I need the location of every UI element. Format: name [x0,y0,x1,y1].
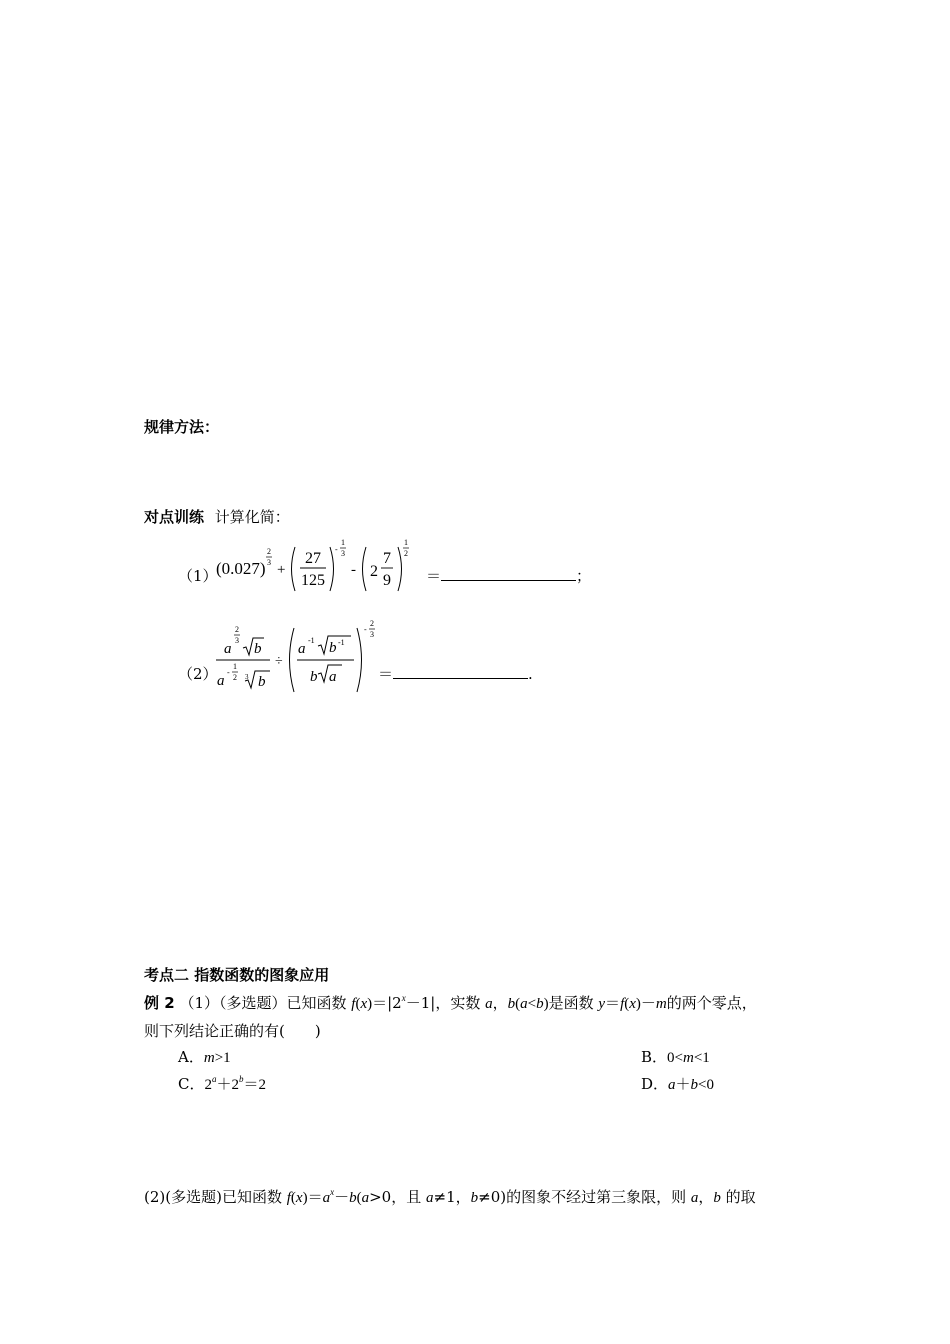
option-c-2: 2 [204,1077,212,1093]
part2-t6: ≠0)的图象不经过第三象限，则 [478,1188,691,1206]
ex2-m: m [655,996,667,1012]
expr2-num-a: a [224,641,232,657]
expr1-exp1-num: 2 [267,547,271,556]
ex2-x: x [360,996,368,1012]
option-a-text: >1 [214,1050,231,1066]
option-b-post: <1 [693,1050,710,1066]
expr1-exp2-den: 3 [341,549,345,558]
option-a[interactable] [178,1046,231,1067]
expr2-den-exp-den: 2 [233,673,237,682]
option-d-end: <0 [698,1077,715,1093]
ex2-f: f [351,996,356,1012]
problem-2-answer [378,663,533,684]
ex2-text-d: 是函数 [548,994,599,1012]
part2-f: f [286,1190,291,1206]
option-b-letter: B． [641,1048,668,1066]
option-a-m: m [203,1050,215,1066]
problem-1-end: ； [576,567,592,585]
option-d-a: a [668,1077,676,1093]
ex2-text-a: （1）（多选题）已知函数 [179,994,352,1012]
ex2-sup-x: x [401,993,406,1003]
ex2-text-b: ＝|2 [372,994,402,1012]
option-d-letter: D． [641,1075,669,1093]
answer-blank-1[interactable] [441,566,576,581]
expr2-den-exp-num: 1 [233,662,237,671]
part2-b2: b [470,1190,479,1206]
option-b[interactable] [641,1046,710,1067]
practice-title: 对点训练 [144,508,205,526]
option-a-letter: A． [178,1048,204,1066]
expr2-num-exp-num: 2 [235,625,239,634]
problem-1-label: （1） [178,567,218,585]
option-c[interactable] [178,1073,266,1094]
option-b-pre: 0< [667,1050,683,1066]
expr1-plus: + [277,562,286,578]
option-c-mid: ＋2 [216,1077,239,1093]
expr1-frac-num: 27 [305,550,321,567]
example2-label: 例 2 [144,994,175,1012]
problem-1-equals: ＝ [426,567,442,585]
expr2-inner-a-exp: -1 [308,636,315,645]
ex2-text-e: 的两个零点， [666,994,757,1012]
part2-x: x [295,1190,303,1206]
ex2-a2: a [520,996,528,1012]
expr1-mixed-den: 9 [383,572,391,589]
expr2-inner-den-a: a [329,669,337,685]
ex2-text-c: －1|，实数 [405,994,486,1012]
option-b-m: m [683,1050,694,1066]
part2-b: b [349,1190,357,1206]
ex2-y: y [598,996,606,1012]
expr2-outer-den: 3 [370,630,374,639]
part2-a2: a [361,1190,370,1206]
part2-t1: (2)(多选题)已知函数 [144,1188,287,1206]
part2-line: (2)(多选题)已知函数 $f(x)=a^x-b(a>0$，且 a≠1，b≠0)的图象不经过第三象限，则 a，b 的取 [144,1187,756,1206]
problem-2-label: （2） [178,665,218,683]
expr2-outer-sign: - [364,625,367,634]
expr2-inner-b-exp: -1 [338,638,345,647]
expr2-den-b: b [258,674,266,690]
problem-2-equals: ＝ [378,665,394,683]
expr2-divide: ÷ [275,654,283,669]
expr1-exp1-den: 3 [267,558,271,567]
part2-a3: a [426,1190,434,1206]
expr1-base: (0.027) [216,559,266,578]
example2-line2: 则下列结论正确的有( ) [144,1022,321,1040]
ex2-x2: x [629,996,636,1012]
ex2-f2: f [620,996,625,1012]
expr1-mixed-num: 7 [383,550,391,567]
expr1-exp3-den: 2 [404,549,408,558]
expr2-inner-a: a [298,641,306,657]
example2-line1: 例 2 （1）（多选题）已知函数 $f(x)=|2^x-1|$，实数 a，b(a<b)是函数 y＝f(x)－m的两个零点， [144,993,757,1012]
problem-2-end: . [528,665,533,683]
option-c-letter: C． [178,1075,205,1093]
expr1-frac-den: 125 [301,572,325,589]
part2-t3: － [334,1188,350,1206]
expr1-exp3-num: 1 [404,538,408,547]
expr2-inner-b: b [329,640,337,656]
expr1-exp2-sign: - [335,545,338,554]
option-c-sup-b: b [239,1074,244,1084]
expr2-num-exp-den: 3 [235,636,239,645]
option-c-sup-a: a [211,1074,217,1084]
part2-a4: a [690,1190,699,1206]
expr2-num-b: b [254,641,262,657]
expr2-den-a: a [217,673,225,689]
part2-t4: >0，且 [369,1188,426,1206]
option-c-end: ＝2 [243,1077,267,1093]
expr1-minus: - [351,562,356,578]
ex2-b: b [507,996,516,1012]
option-d-b: b [690,1077,699,1093]
part2-sup-x: x [330,1187,335,1197]
section2-title: 考点二 指数函数的图象应用 [144,966,330,984]
answer-blank-2[interactable] [393,664,528,679]
part2-a: a [322,1190,331,1206]
method-title: 规律方法： [144,418,220,436]
problem-2-expression [214,618,380,698]
part2-t2: ＝ [307,1188,323,1206]
ex2-a: a [485,996,493,1012]
part2-t8: 的取 [720,1188,756,1206]
practice-heading [144,506,290,527]
option-d[interactable] [641,1073,714,1094]
expr1-exp2-num: 1 [341,538,345,547]
expr2-root-index: 3 [245,673,249,681]
expr1-whole: 2 [370,563,378,580]
option-d-mid: ＋ [675,1077,691,1093]
part2-t7: ， [698,1188,714,1206]
practice-instruction: 计算化简： [214,508,290,526]
ex2-b2: b [536,996,544,1012]
expr2-outer-num: 2 [370,619,374,628]
problem-1-expression [214,536,426,594]
part2-b3: b [713,1190,721,1206]
expr2-den-exp-sign: - [227,668,230,677]
expr2-inner-den-b: b [310,669,318,685]
part2-t5: ≠1， [433,1188,471,1206]
problem-1-answer [426,565,591,586]
